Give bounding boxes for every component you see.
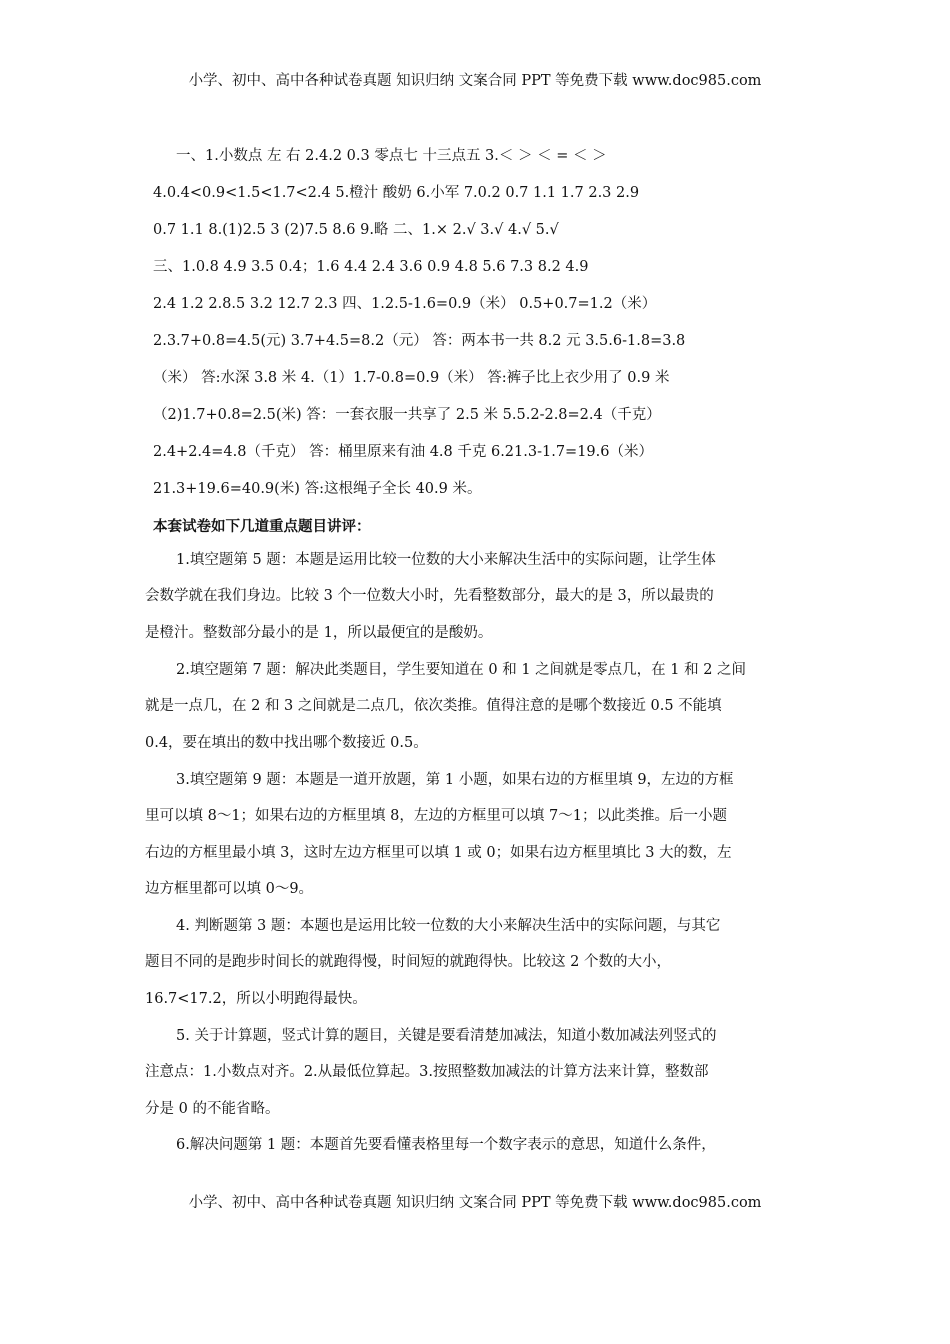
explanation-line: 注意点：1.小数点对齐。2.从最低位算起。3.按照整数加减法的计算方法来计算，整数部	[145, 1064, 709, 1080]
page-footer: 小学、初中、高中各种试卷真题 知识归纳 文案合同 PPT 等免费下载 www.doc985.com	[188, 1195, 762, 1211]
explanation-line: 里可以填 8～1；如果右边的方框里填 8，左边的方框里可以填 7～1；以此类推。后一小题	[145, 808, 727, 824]
explanation-line: 3.填空题第 9 题：本题是一道开放题，第 1 小题，如果右边的方框里填 9，左边的方框	[176, 772, 734, 788]
answer-line: 4.0.4<0.9<1.5<1.7<2.4 5.橙汁 酸奶 6.小军 7.0.2 0.7 1.1 1.7 2.3 2.9	[153, 185, 640, 201]
answer-line: 21.3+19.6=40.9(米) 答:这根绳子全长 40.9 米。	[153, 481, 482, 497]
explanation-line: 边方框里都可以填 0～9。	[145, 881, 314, 897]
section-title: 本套试卷如下几道重点题目讲评：	[153, 519, 371, 535]
answer-line: 2.4+2.4=4.8（千克） 答：桶里原来有油 4.8 千克 6.21.3-1.7=19.6（米）	[153, 444, 653, 460]
answer-line: 2.3.7+0.8=4.5(元) 3.7+4.5=8.2（元） 答：两本书一共 8.2 元 3.5.6-1.8=3.8	[153, 333, 686, 349]
explanation-line: 0.4，要在填出的数中找出哪个数接近 0.5。	[145, 735, 428, 751]
explanation-line: 5. 关于计算题，竖式计算的题目，关键是要看清楚加减法，知道小数加减法列竖式的	[176, 1028, 717, 1044]
explanation-line: 16.7<17.2，所以小明跑得最快。	[145, 991, 367, 1007]
explanation-line: 4. 判断题第 3 题：本题也是运用比较一位数的大小来解决生活中的实际问题，与其它	[176, 918, 721, 934]
explanation-line: 2.填空题第 7 题：解决此类题目，学生要知道在 0 和 1 之间就是零点几，在 1 和 2 之间	[176, 662, 747, 678]
explanation-line: 会数学就在我们身边。比较 3 个一位数大小时，先看整数部分，最大的是 3，所以最贵的	[145, 588, 714, 604]
explanation-line: 分是 0 的不能省略。	[145, 1101, 280, 1117]
explanation-line: 1.填空题第 5 题：本题是运用比较一位数的大小来解决生活中的实际问题，让学生体	[176, 552, 716, 568]
explanation-line: 就是一点几，在 2 和 3 之间就是二点几，依次类推。值得注意的是哪个数接近 0.5 不能填	[145, 698, 722, 714]
answer-line: （2)1.7+0.8=2.5(米) 答：一套衣服一共享了 2.5 米 5.5.2-2.8=2.4（千克）	[153, 407, 661, 423]
answer-line: 一、1.小数点 左 右 2.4.2 0.3 零点七 十三点五 3.＜ ＞ ＜ = ＜ ＞	[176, 148, 607, 164]
answer-line: 2.4 1.2 2.8.5 3.2 12.7 2.3 四、1.2.5-1.6=0.9（米） 0.5+0.7=1.2（米）	[153, 296, 657, 312]
answer-line: （米） 答:水深 3.8 米 4.（1）1.7-0.8=0.9（米） 答:裤子比上衣少用了 0.9 米	[153, 370, 670, 386]
page-header: 小学、初中、高中各种试卷真题 知识归纳 文案合同 PPT 等免费下载 www.doc985.com	[188, 73, 762, 89]
explanation-line: 题目不同的是跑步时间长的就跑得慢，时间短的就跑得快。比较这 2 个数的大小，	[145, 954, 671, 970]
answer-line: 0.7 1.1 8.(1)2.5 3 (2)7.5 8.6 9.略 二、1.× 2.√ 3.√ 4.√ 5.√	[153, 222, 559, 238]
explanation-line: 是橙汁。整数部分最小的是 1，所以最便宜的是酸奶。	[145, 625, 493, 641]
answer-line: 三、1.0.8 4.9 3.5 0.4；1.6 4.4 2.4 3.6 0.9 4.8 5.6 7.3 8.2 4.9	[153, 259, 589, 275]
explanation-line: 6.解决问题第 1 题：本题首先要看懂表格里每一个数字表示的意思，知道什么条件，	[176, 1137, 716, 1153]
explanation-line: 右边的方框里最小填 3，这时左边方框里可以填 1 或 0；如果右边方框里填比 3 大的数，左	[145, 845, 732, 861]
